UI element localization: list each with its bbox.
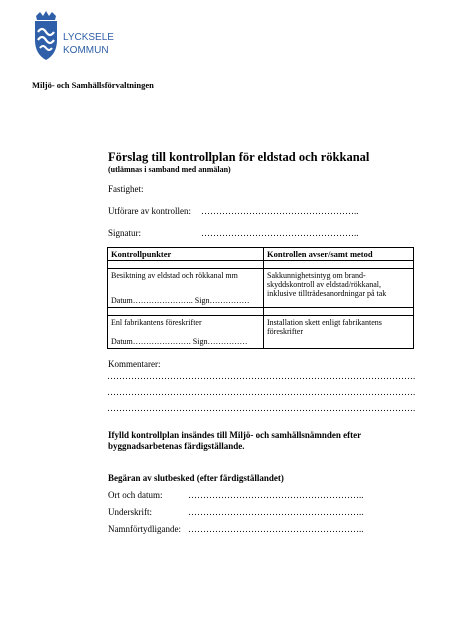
form-title: Förslag till kontrollplan för eldstad och rökkanal — [108, 150, 370, 164]
place-date-label: Ort och datum: — [108, 490, 163, 500]
performer-label: Utförare av kontrollen: — [108, 206, 191, 216]
table-header-points: Kontrollpunkter — [108, 248, 264, 261]
form-subtitle: (utlämnas i samband med anmälan) — [108, 165, 231, 174]
name-clarification-label: Namnförtydligande: — [108, 524, 181, 534]
signature-label: Signatur: — [108, 228, 141, 238]
method-text: Sakkunnighetsintyg om brand-skyddskontroll av eldstad/rökkanal, inklusive tillträdesanordningar på tak — [264, 269, 414, 308]
name-clarification-field[interactable]: ………………………………………………….. — [188, 524, 364, 534]
comment-line[interactable]: …………………………………………………………………………………………. — [107, 371, 416, 381]
method-text: Installation skett enligt fabrikantens föreskrifter — [264, 316, 414, 349]
property-label: Fastighet: — [108, 184, 144, 194]
date-sign-field[interactable]: Datum………………….. Sign…………… — [111, 296, 250, 305]
signature-final-label: Underskrift: — [108, 507, 152, 517]
logo-text-bottom: KOMMUN — [63, 45, 109, 56]
final-notice-heading: Begäran av slutbesked (efter färdigställandet) — [108, 473, 284, 483]
control-point-text: Besiktning av eldstad och rökkanal mm — [111, 271, 238, 280]
submission-notice: Ifylld kontrollplan insändes till Miljö- och samhällsnämnden efter byggnadsarbetenas färdigställande. — [108, 430, 361, 451]
comment-line[interactable]: …………………………………………………………………………………………. — [107, 387, 416, 397]
performer-field[interactable]: …………………………………………….. — [201, 206, 359, 216]
department-name: Miljö- och Samhällsförvaltningen — [32, 80, 154, 90]
date-sign-field[interactable]: Datum…………………. Sign…………… — [111, 337, 248, 346]
control-points-table — [107, 247, 414, 349]
control-point-text: Enl fabrikantens föreskrifter — [111, 318, 202, 327]
municipality-logo — [32, 10, 140, 66]
logo-text-top: LYCKSELE — [63, 32, 114, 43]
comment-line[interactable]: …………………………………………………………………………………………. — [107, 403, 416, 413]
table-row — [108, 316, 414, 349]
table-header-method: Kontrollen avser/samt metod — [264, 248, 414, 261]
coat-of-arms-icon — [32, 10, 140, 66]
signature-final-field[interactable]: ………………………………………………….. — [188, 507, 364, 517]
signature-field[interactable]: …………………………………………….. — [201, 228, 359, 238]
place-date-field[interactable]: ………………………………………………….. — [188, 490, 364, 500]
table-row — [108, 269, 414, 308]
comments-label: Kommentarer: — [108, 359, 161, 369]
